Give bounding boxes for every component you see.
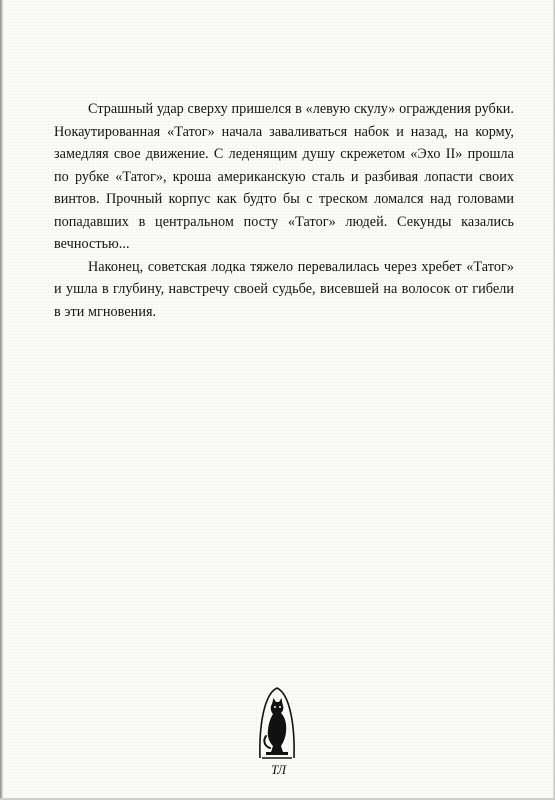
logo-monogram: ТЛ [270, 762, 286, 777]
publisher-logo [256, 686, 298, 780]
body-text [54, 98, 514, 323]
page-left-edge [0, 0, 3, 800]
paragraph-1: Страшный удар сверху пришелся в «левую скулу» ограждения рубки. Нокаутированная «Татог» начала заваливаться набок и назад, на корму, замедляя свое движение. С леденящим душу скрежетом «Эхо II» прошла по рубке «Татог», кроша американскую сталь и разбивая лопасти своих винтов. Прочный корпус как будто бы с треском ломался над головами попадавших в центральном посту «Татог» людей. Секунды казались вечностью... [54, 101, 514, 252]
paragraph-2: Наконец, советская лодка тяжело перевалилась через хребет «Татог» и ушла в глубину, навстречу своей судьбе, висевшей на волосок от гибели в эти мгновения. [54, 258, 514, 320]
